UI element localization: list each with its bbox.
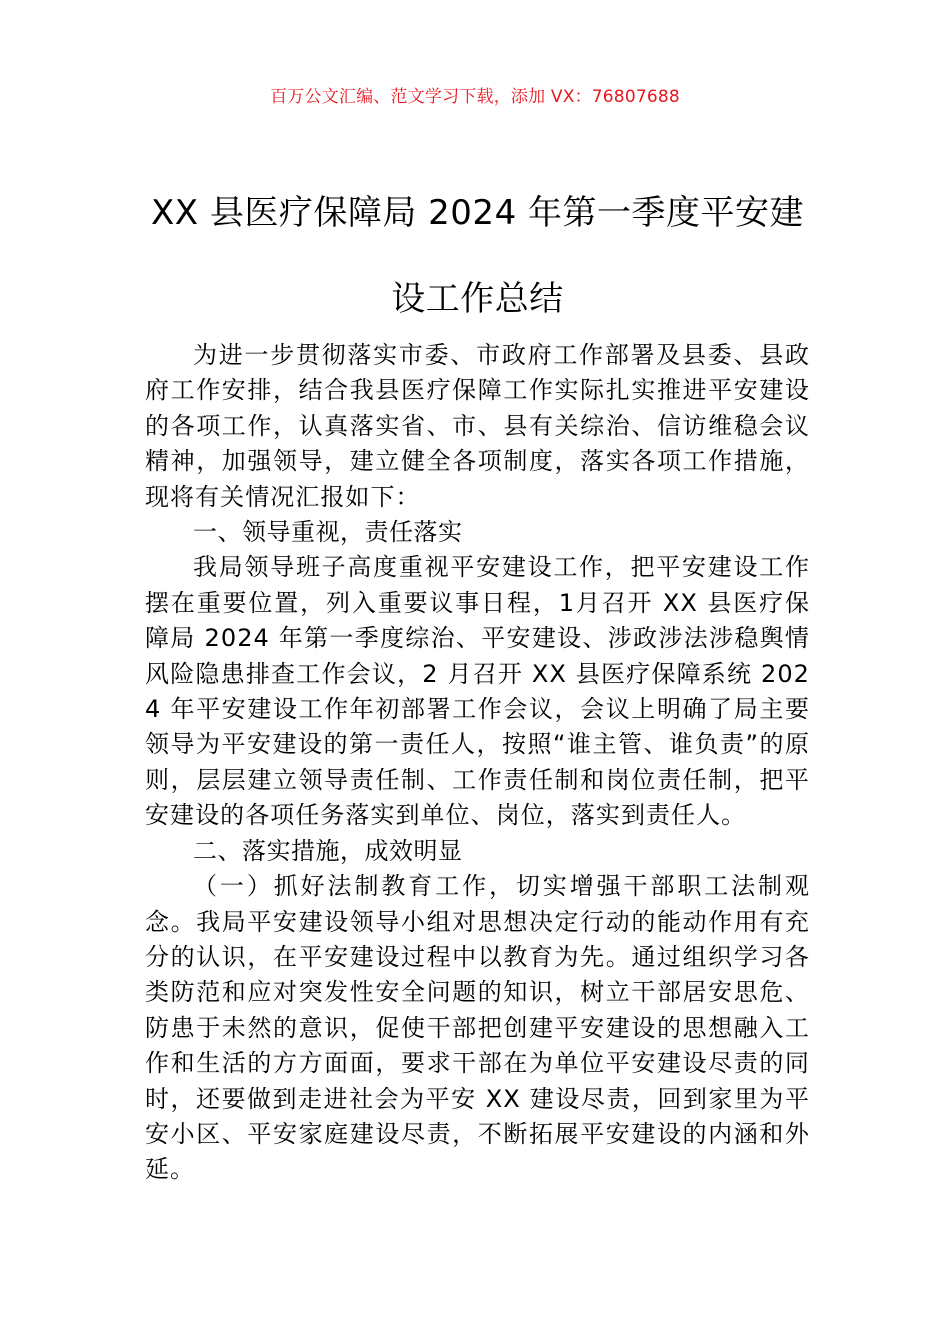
document-body	[145, 338, 810, 1188]
document-title	[145, 170, 810, 342]
section-heading-1: 一、领导重视，责任落实	[193, 518, 463, 547]
title-line-1: XX 县医疗保障局 2024 年第一季度平安建	[150, 193, 805, 233]
watermark-banner: 百万公文汇编、范文学习下载，添加 VX：76807688	[270, 87, 680, 107]
section-1-paragraph: 我局领导班子高度重视平安建设工作，把平安建设工作摆在重要位置，列入重要议事日程，1月召开 XX 县医疗保障局 2024 年第一季度综治、平安建设、涉政涉法涉稳舆情风险隐患排查工作会议，2 月召开 XX 县医疗保障系统 2024 年平安建设工作年初部署工作会议，会议上明确了局主要领导为平安建设的第一责任人，按照“谁主管、谁负责”的原则，层层建立领导责任制、工作责任制和岗位责任制，把平安建设的各项任务落实到单位、岗位，落实到责任人。	[145, 553, 810, 830]
intro-paragraph: 为进一步贯彻落实市委、市政府工作部署及县委、县政府工作安排，结合我县医疗保障工作实际扎实推进平安建设的各项工作，认真落实省、市、县有关综治、信访维稳会议精神，加强领导，建立健全各项制度，落实各项工作措施，现将有关情况汇报如下：	[145, 341, 810, 511]
section-heading-2: 二、落实措施，成效明显	[193, 836, 463, 865]
section-2-subsection-1-paragraph: （一）抓好法制教育工作，切实增强干部职工法制观念。我局平安建设领导小组对思想决定行动的能动作用有充分的认识，在平安建设过程中以教育为先。通过组织学习各类防范和应对突发性安全问题的知识，树立干部居安思危、防患于未然的意识，促使干部把创建平安建设的思想融入工作和生活的方方面面，要求干部在为单位平安建设尽责的同时，还要做到走进社会为平安 XX 建设尽责，回到家里为平安小区、平安家庭建设尽责，不断拓展平安建设的内涵和外延。	[145, 872, 810, 1184]
title-line-2: 设工作总结	[391, 279, 564, 319]
